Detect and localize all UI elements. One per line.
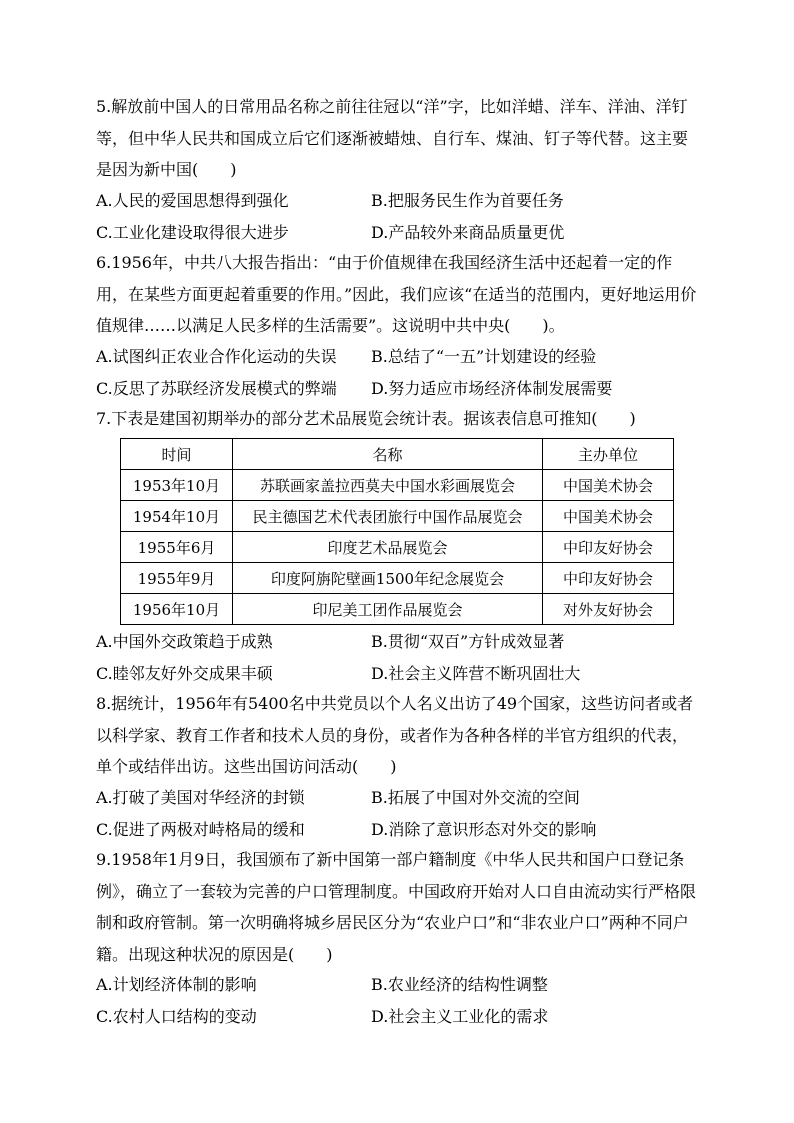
question-5-option-b[interactable]: B.把服务民生作为首要任务 [371, 191, 564, 210]
table-cell-organizer: 中国美术协会 [543, 501, 674, 532]
question-9-option-b[interactable]: B.农业经济的结构性调整 [371, 975, 548, 994]
table-row [121, 594, 674, 625]
table-cell-organizer: 对外友好协会 [543, 594, 674, 625]
table-row [121, 470, 674, 501]
question-8-option-c[interactable]: C.促进了两极对峙格局的缓和 [96, 819, 305, 839]
question-6-option-b[interactable]: B.总结了“一五”计划建设的经验 [371, 347, 597, 366]
question-9-option-d[interactable]: D.社会主义工业化的需求 [371, 1006, 549, 1026]
question-7-option-d[interactable]: D.社会主义阵营不断巩固壮大 [371, 663, 581, 683]
table-cell-organizer: 中印友好协会 [543, 563, 674, 594]
question-7-option-c[interactable]: C.睦邻友好外交成果丰硕 [96, 663, 273, 683]
question-5-option-d[interactable]: D.产品较外来商品质量更优 [371, 222, 565, 242]
question-8-option-a[interactable]: A.打破了美国对华经济的封锁 [96, 788, 305, 807]
question-8-option-d[interactable]: D.消除了意识形态对外交的影响 [371, 819, 597, 839]
question-5-option-a[interactable]: A.人民的爱国思想得到强化 [96, 191, 289, 210]
question-9-stem: 9.1958年1月9日，我国颁布了新中国第一部户籍制度《中华人民共和国户口登记条例》，确立了一套较为完善的户口管理制度。中国政府开始对人口自由流动实行严格限制和政府管制。第一次明确将城乡居民区分为“农业户口”和“非农业户口”两种不同户籍。出现这种状况的原因是( ) [96, 850, 697, 964]
question-7-option-a[interactable]: A.中国外交政策趋于成熟 [96, 632, 273, 651]
table-cell-time: 1955年9月 [121, 563, 233, 594]
table-row [121, 532, 674, 563]
question-5-stem: 5.解放前中国人的日常用品名称之前往往冠以“洋”字，比如洋蜡、洋车、洋油、洋钉等，但中华人民共和国成立后它们逐渐被蜡烛、自行车、煤油、钉子等代替。这主要是因为新中国( ) [96, 97, 689, 179]
question-5-options [96, 185, 700, 248]
question-7-stem: 7.下表是建国初期举办的部分艺术品展览会统计表。据该表信息可推知( ) [96, 409, 636, 428]
table-cell-time: 1955年6月 [121, 532, 233, 563]
question-6-option-d[interactable]: D.努力适应市场经济体制发展需要 [371, 378, 613, 398]
question-9-options [96, 969, 700, 1032]
table-cell-name: 印度艺术品展览会 [233, 532, 543, 563]
question-9-option-a[interactable]: A.计划经济体制的影响 [96, 975, 257, 994]
question-6-option-a[interactable]: A.试图纠正农业合作化运动的失误 [96, 347, 337, 366]
table-cell-name: 印尼美工团作品展览会 [233, 594, 543, 625]
question-7-options [96, 626, 700, 689]
table-cell-organizer: 中印友好协会 [543, 532, 674, 563]
table-header-organizer: 主办单位 [543, 439, 674, 470]
table-header-row [121, 439, 674, 470]
question-6-options [96, 341, 700, 404]
table-cell-name: 印度阿旃陀壁画1500年纪念展览会 [233, 563, 543, 594]
question-6-option-c[interactable]: C.反思了苏联经济发展模式的弊端 [96, 378, 337, 398]
question-6-stem: 6.1956年，中共八大报告指出：“由于价值规律在我国经济生活中还起着一定的作用，在某些方面更起着重要的作用。”因此，我们应该“在适当的范围内，更好地运用价值规律……以满足人民多样的生活需要”。这说明中共中央( )。 [96, 253, 697, 335]
question-8-stem: 8.据统计，1956年有5400名中共党员以个人名义出访了49个国家，这些访问者或者以科学家、教育工作者和技术人员的身份，或者作为各种各样的半官方组织的代表，单个或结伴出访。这些出国访问活动( ) [96, 694, 694, 776]
table-header-time: 时间 [121, 439, 233, 470]
table-cell-name: 苏联画家盖拉西莫夫中国水彩画展览会 [233, 470, 543, 501]
table-cell-name: 民主德国艺术代表团旅行中国作品展览会 [233, 501, 543, 532]
question-7-option-b[interactable]: B.贯彻“双百”方针成效显著 [371, 632, 565, 651]
question-9-option-c[interactable]: C.农村人口结构的变动 [96, 1006, 257, 1026]
exhibition-table [120, 438, 674, 625]
table-cell-time: 1954年10月 [121, 501, 233, 532]
question-8-options [96, 782, 700, 845]
question-8-option-b[interactable]: B.拓展了中国对外交流的空间 [371, 788, 580, 807]
table-row [121, 563, 674, 594]
table-cell-time: 1953年10月 [121, 470, 233, 501]
table-header-name: 名称 [233, 439, 543, 470]
table-cell-organizer: 中国美术协会 [543, 470, 674, 501]
table-cell-time: 1956年10月 [121, 594, 233, 625]
table-row [121, 501, 674, 532]
question-5-option-c[interactable]: C.工业化建设取得很大进步 [96, 222, 289, 242]
